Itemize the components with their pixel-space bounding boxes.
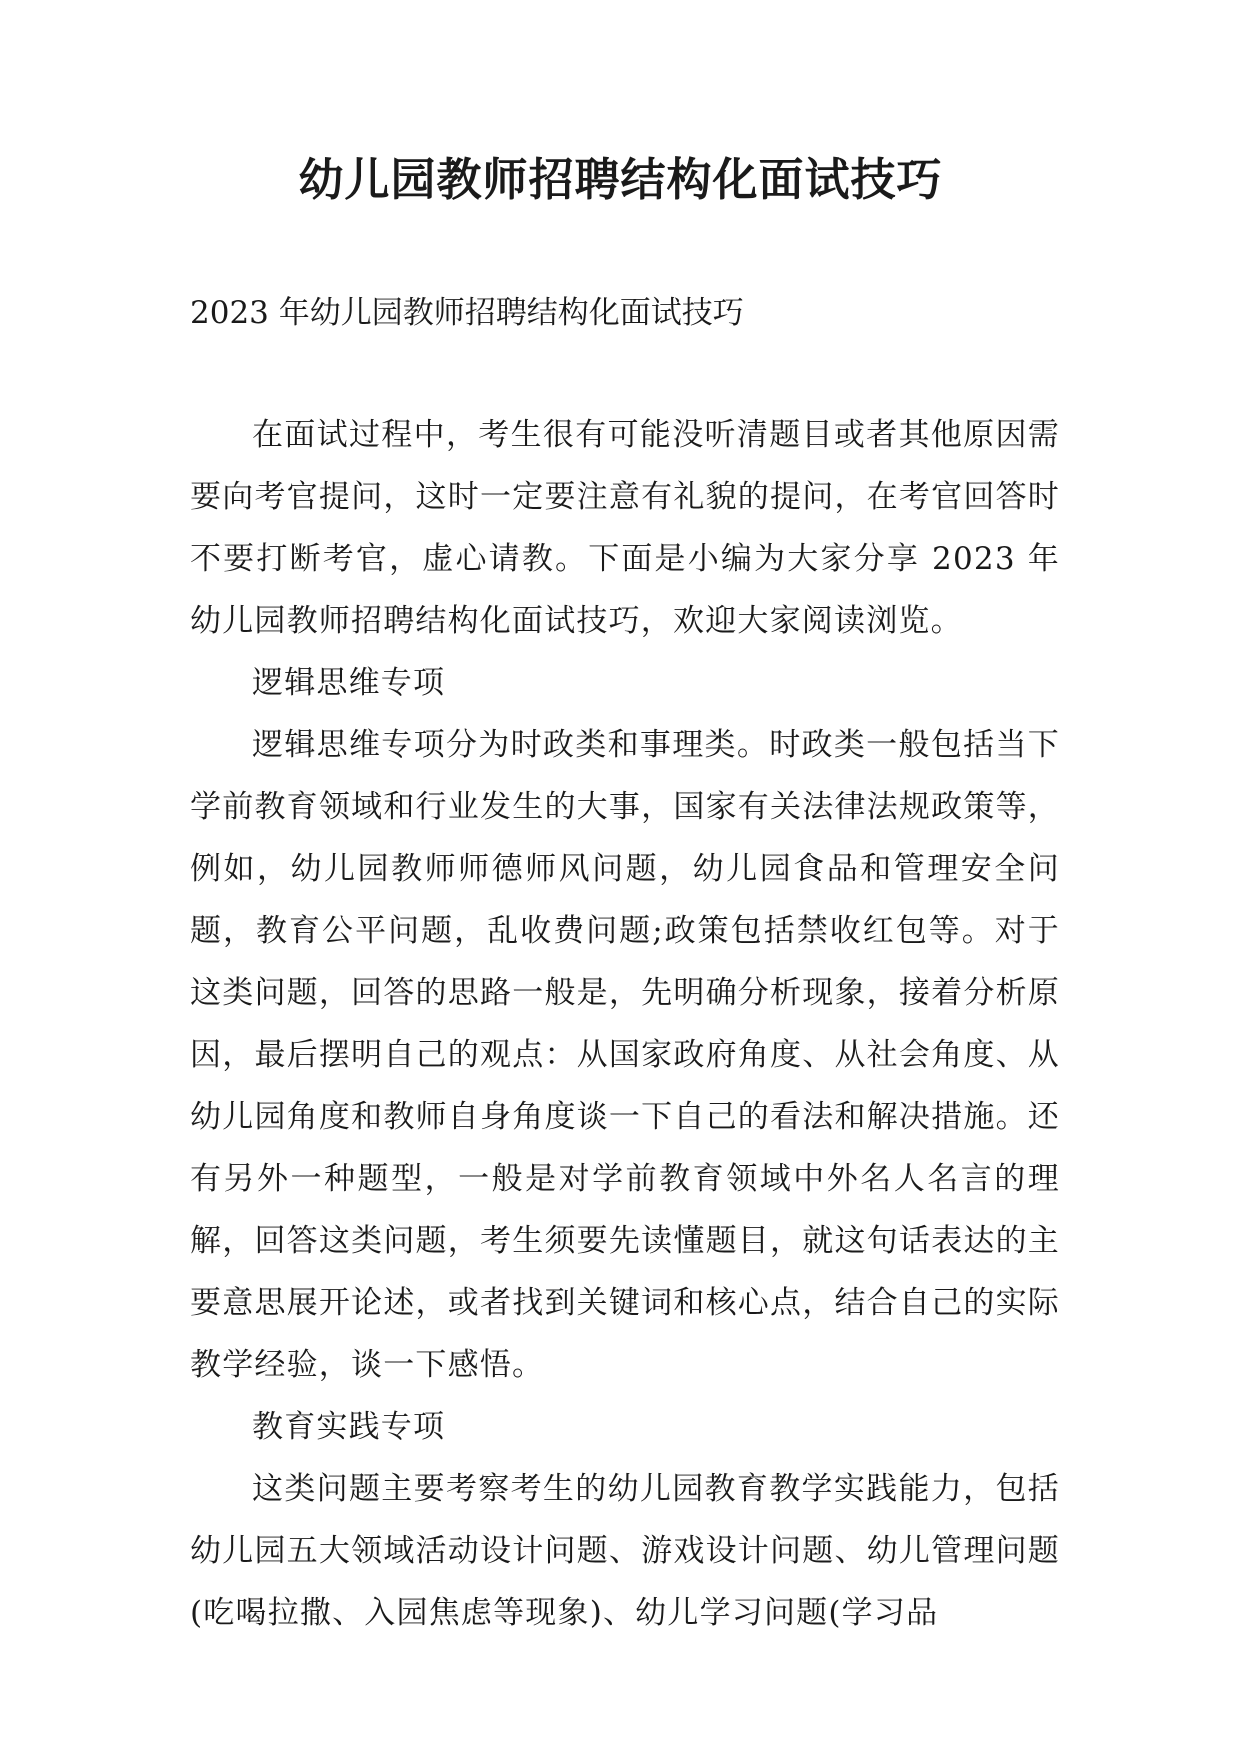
document-subtitle: 2023 年幼儿园教师招聘结构化面试技巧 [190, 295, 744, 331]
document-body [190, 404, 1060, 1644]
logic-paragraph: 逻辑思维专项分为时政类和事理类。时政类一般包括当下学前教育领域和行业发生的大事，国家有关法律法规政策等，例如，幼儿园教师师德师风问题，幼儿园食品和管理安全问题，教育公平问题，乱收费问题;政策包括禁收红包等。对于这类问题，回答的思路一般是，先明确分析现象，接着分析原因，最后摆明自己的观点：从国家政府角度、从社会角度、从幼儿园角度和教师自身角度谈一下自己的看法和解决措施。还有另外一种题型，一般是对学前教育领域中外名人名言的理解，回答这类问题，考生须要先读懂题目，就这句话表达的主要意思展开论述，或者找到关键词和核心点，结合自己的实际教学经验，谈一下感悟。 [190, 727, 1060, 1383]
document-title: 幼儿园教师招聘结构化面试技巧 [298, 153, 943, 206]
section-heading-logic: 逻辑思维专项 [252, 665, 446, 701]
practice-paragraph: 这类问题主要考察考生的幼儿园教育教学实践能力，包括幼儿园五大领域活动设计问题、游戏设计问题、幼儿管理问题(吃喝拉撒、入园焦虑等现象)、幼儿学习问题(学习品 [190, 1471, 1060, 1631]
intro-paragraph: 在面试过程中，考生很有可能没听清题目或者其他原因需要向考官提问，这时一定要注意有礼貌的提问，在考官回答时不要打断考官，虚心请教。下面是小编为大家分享 2023 年幼儿园教师招聘结构化面试技巧，欢迎大家阅读浏览。 [190, 417, 1060, 639]
section-heading-practice: 教育实践专项 [252, 1409, 446, 1445]
